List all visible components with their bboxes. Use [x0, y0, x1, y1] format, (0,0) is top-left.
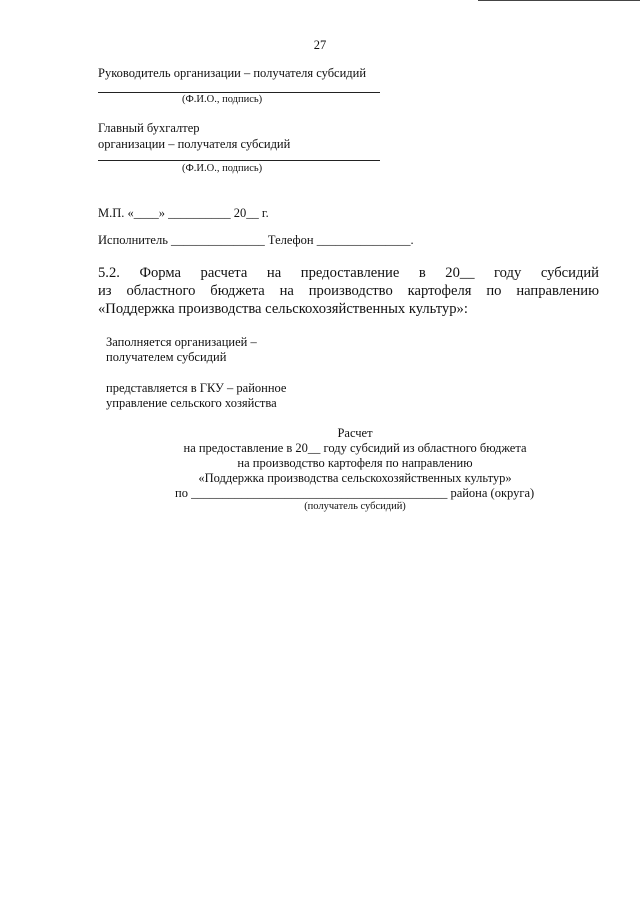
calc-line1: на предоставление в 20__ году субсидий из областного бюджета — [183, 441, 527, 455]
top-rule — [478, 0, 640, 1]
executor-phone-line: Исполнитель _______________ Телефон _______________. — [98, 233, 414, 247]
section-heading-line1: 5.2. Форма расчета на предоставление в 20__ году субсидий — [98, 265, 599, 281]
submitted-to-line1: представляется в ГКУ – районное — [106, 381, 287, 395]
calc-line2: на производство картофеля по направлению — [237, 456, 473, 470]
calc-recipient-line: по _________________________________________ района (округа) — [175, 486, 535, 500]
stamp-date-line: М.П. «____» __________ 20__ г. — [98, 206, 269, 220]
submitted-to-line2: управление сельского хозяйства — [106, 396, 277, 410]
accountant-signature-caption: (Ф.И.О., подпись) — [182, 163, 263, 174]
accountant-signature-line — [98, 160, 380, 161]
filled-by-line1: Заполняется организацией – — [106, 335, 257, 349]
section-heading-line2: из областного бюджета на производство картофеля по направлению — [98, 283, 599, 299]
head-signature-caption: (Ф.И.О., подпись) — [182, 94, 263, 105]
accountant-label-line1: Главный бухгалтер — [98, 121, 200, 135]
calc-title: Расчет — [337, 426, 373, 440]
head-signature-line — [98, 92, 380, 93]
page-number: 27 — [313, 38, 327, 52]
accountant-label-line2: организации – получателя субсидий — [98, 137, 291, 151]
head-signature-label: Руководитель организации – получателя субсидий — [98, 66, 367, 80]
section-heading-line3: «Поддержка производства сельскохозяйственных культур»: — [98, 301, 468, 317]
calc-recipient-caption: (получатель субсидий) — [304, 501, 406, 512]
filled-by-line2: получателем субсидий — [106, 350, 227, 364]
calc-line3: «Поддержка производства сельскохозяйственных культур» — [198, 471, 512, 485]
